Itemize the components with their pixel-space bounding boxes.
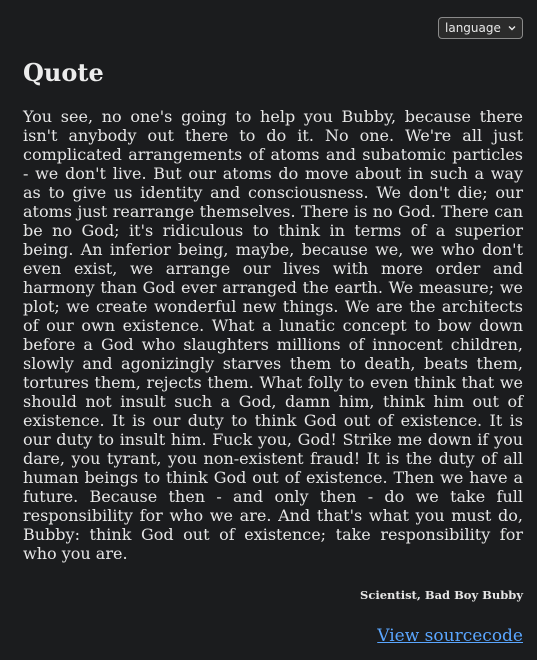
view-sourcecode-link[interactable]: View sourcecode (377, 626, 523, 646)
language-select-value: language (445, 21, 501, 35)
page-title: Quote (23, 58, 104, 87)
quote-attribution: Scientist, Bad Boy Bubby (360, 588, 523, 602)
language-select[interactable] (438, 17, 523, 39)
chevron-down-icon (508, 24, 516, 32)
quote-text: You see, no one's going to help you Bubby, because there isn't anybody out there to do it. No one. We're all just complicated arrangements of atoms and subatomic particles - we don't live. But our atoms do move about in such a way as to give us identity and consciousness. We don't die; our atoms just rearrange themselves. There is no God. There can be no God; it's ridiculous to think in terms of a superior being. An inferior being, maybe, because we, we who don't even exist, we arrange our lives with more order and harmony than God ever arranged the earth. We measure; we plot; we create wonderful new things. We are the architects of our own existence. What a lunatic concept to bow down before a God who slaughters millions of innocent children, slowly and agonizingly starves them to death, beats them, tortures them, rejects them. What folly to even think that we should not insult such a God, damn him, think him out of existence. It is our duty to think God out of existence. It is our duty to insult him. Fuck you, God! Strike me down if you dare, you tyrant, you non-existent fraud! It is the duty of all human beings to think God out of existence. Then we have a future. Because then - and only then - do we take full responsibility for who we are. And that's what you must do, Bubby: think God out of existence; take responsibility for who you are. (23, 107, 523, 563)
